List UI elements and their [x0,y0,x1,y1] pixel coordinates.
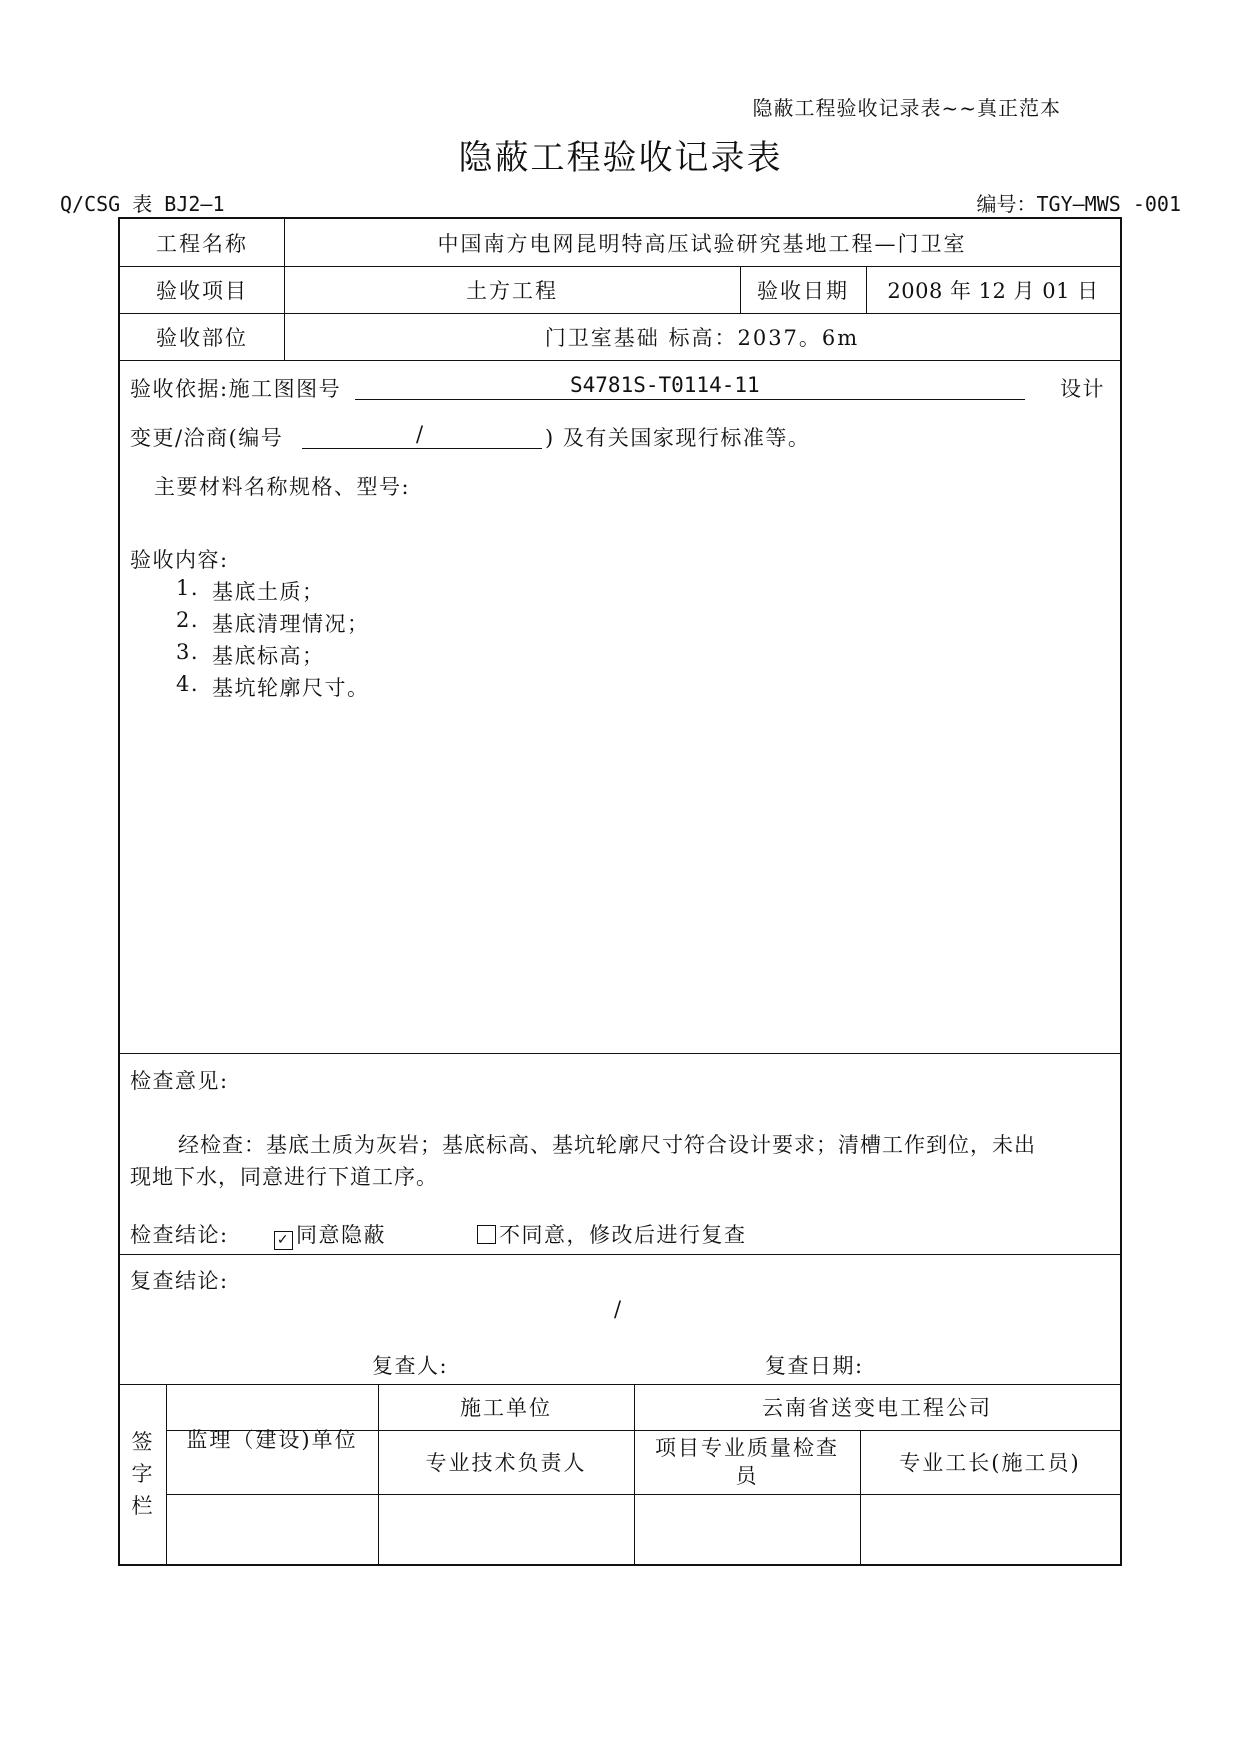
tech-lead-signature-cell[interactable] [378,1494,634,1564]
acceptance-part-value: 门卫室基础 标高：2037。6m [544,325,860,350]
change-order-suffix: ) 及有关国家现行标准等。 [545,426,811,450]
supervisor-unit-label: 监理（建设)单位 [186,1428,358,1452]
construction-unit-value: 云南省送变电工程公司 [762,1396,992,1420]
record-form-table [118,217,1122,1566]
qc-inspector-label: 项目专业质量检查 员 [655,1436,839,1488]
row-divider [120,360,1120,361]
recheck-value: / [614,1297,623,1321]
row-divider [120,1254,1120,1255]
project-name-label: 工程名称 [156,231,248,256]
signature-side-label: 签 字 栏 [131,1430,155,1518]
basis-prefix: 验收依据:施工图图号 [130,377,342,401]
drawing-number: S4781S-T0114-11 [570,373,760,397]
acceptance-part-label: 验收部位 [156,325,248,350]
form-code: Q/CSG 表 BJ2—1 [60,192,225,216]
list-item-number: 2. [176,608,200,632]
basis-suffix: 设计 [1060,377,1105,401]
list-item-number: 4. [176,672,200,696]
inspection-text-line1: 经检查：基底土质为灰岩；基底标高、基坑轮廓尺寸符合设计要求；清槽工作到位，未出 [178,1133,1036,1157]
disagree-option[interactable] [477,1219,747,1249]
row-divider [120,1053,1120,1054]
acceptance-item-label: 验收项目 [156,278,248,303]
underline [355,399,1025,400]
list-item: 基坑轮廓尺寸。 [212,676,370,700]
agree-checkbox[interactable]: ✓ [274,1231,293,1250]
list-item: 基底标高； [212,644,325,668]
list-item-number: 3. [176,640,200,664]
document-number: 编号：TGY—MWS -001 [976,192,1181,216]
inspection-text-line2: 现地下水，同意进行下道工序。 [130,1165,438,1189]
document-title: 隐蔽工程验收记录表 [458,138,783,178]
materials-label: 主要材料名称规格、型号: [154,475,411,499]
acceptance-item-value: 土方工程 [466,278,558,303]
qc-inspector-signature-cell[interactable] [634,1494,860,1564]
construction-unit-label: 施工单位 [460,1396,552,1420]
recheck-label: 复查结论: [130,1269,229,1293]
recheck-date-label: 复查日期: [765,1354,864,1378]
list-item: 基底土质； [212,580,325,604]
disagree-checkbox[interactable] [477,1225,496,1244]
disagree-label: 不同意，修改后进行复查 [499,1223,747,1247]
list-item-number: 1. [176,576,200,600]
agree-label: 同意隐蔽 [296,1223,386,1247]
conclusion-label: 检查结论: [130,1223,229,1247]
acceptance-date-label: 验收日期 [757,278,849,303]
change-order-number: / [416,422,425,446]
agree-option[interactable] [274,1219,386,1250]
acceptance-date-value: 2008 年 12 月 01 日 [887,278,1099,303]
page-header: 隐蔽工程验收记录表~~真正范本 [752,96,1061,120]
underline [302,448,542,449]
inspection-label: 检查意见: [130,1069,229,1093]
change-order-prefix: 变更/洽商(编号 [130,426,284,450]
foreman-label: 专业工长(施工员) [899,1451,1081,1475]
project-name-value: 中国南方电网昆明特高压试验研究基地工程—门卫室 [437,231,967,256]
foreman-signature-cell[interactable] [860,1494,1120,1564]
list-item: 基底清理情况； [212,612,370,636]
tech-lead-label: 专业技术负责人 [425,1451,587,1475]
content-label: 验收内容: [130,548,229,572]
recheck-person-label: 复查人: [372,1354,449,1378]
supervisor-signature-cell[interactable] [166,1494,378,1564]
